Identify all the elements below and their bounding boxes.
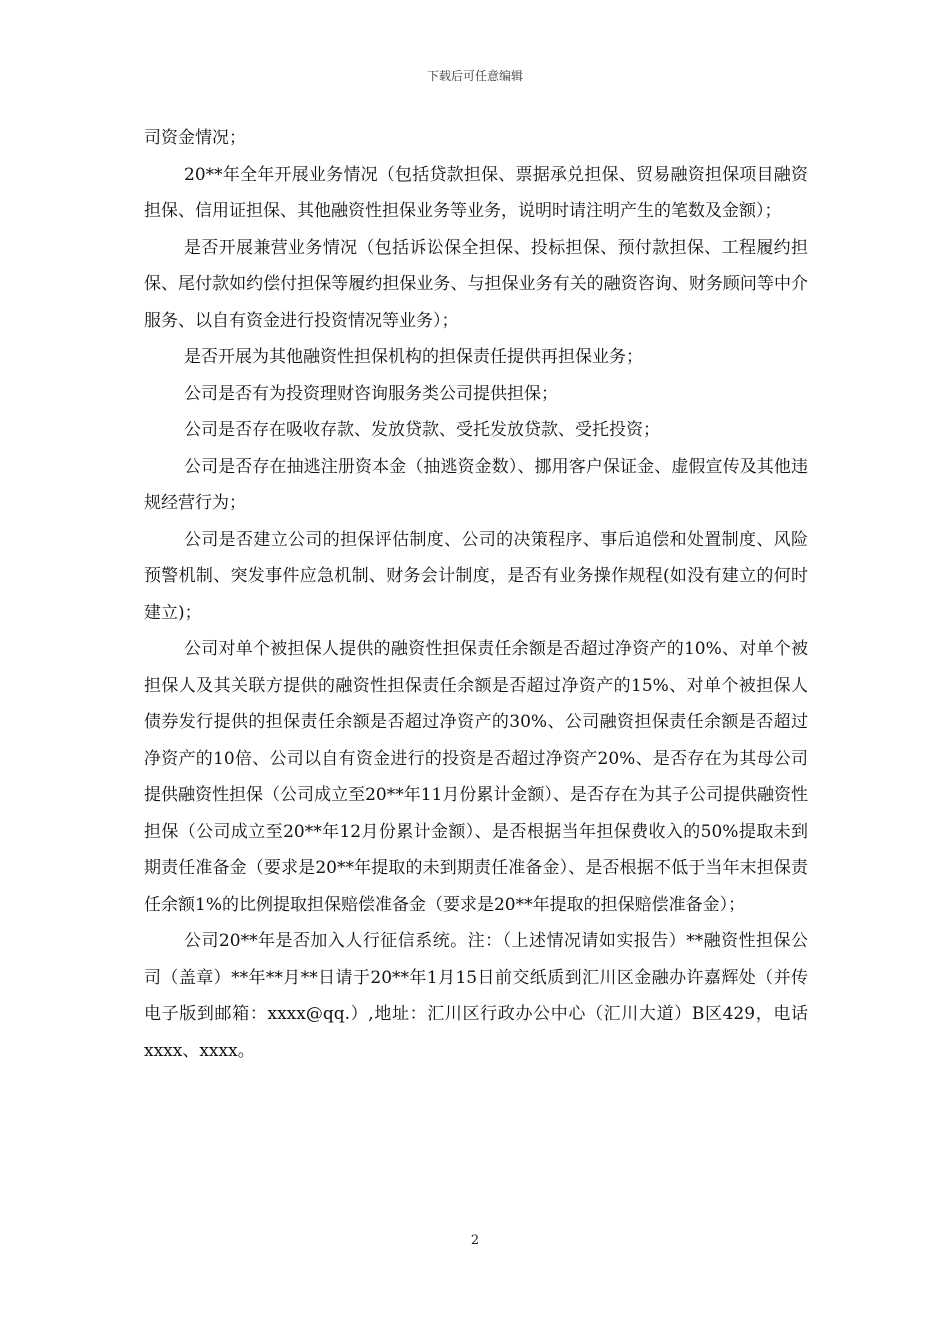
paragraph-capital-withdrawal: 公司是否存在抽逃注册资本金（抽逃资金数）、挪用客户保证金、虚假宣传及其他违规经营行为； — [144, 456, 808, 513]
paragraph-deposits: 公司是否存在吸收存款、发放贷款、受托发放贷款、受托投资； — [184, 420, 660, 440]
paragraph-annual-business: 20**年全年开展业务情况（包括贷款担保、票据承兑担保、贸易融资担保项目融资担保、信用证担保、其他融资性担保业务等业务，说明时请注明产生的笔数及金额）； — [144, 164, 808, 221]
paragraph-concurrent-business: 是否开展兼营业务情况（包括诉讼保全担保、投标担保、预付款担保、工程履约担保、尾付款如约偿付担保等履约担保业务、与担保业务有关的融资咨询、财务顾问等中介服务、以自有资金进行投资情况等业务）； — [144, 237, 808, 331]
paragraph-ratios: 公司对单个被担保人提供的融资性担保责任余额是否超过净资产的10%、对单个被担保人及其关联方提供的融资性担保责任余额是否超过净资产的15%、对单个被担保人债券发行提供的担保责任余额是否超过净资产的30%、公司融资担保责任余额是否超过净资产的10倍、公司以自有资金进行的投资是否超过净资产20%、是否存在为其母公司提供融资性担保（公司成立至20**年11月份累计金额）、是否存在为其子公司提供融资性担保（公司成立至20**年12月份累计金额）、是否根据当年担保费收入的50%提取未到期责任准备金（要求是20**年提取的未到期责任准备金）、是否根据不低于当年末担保责任余额1%的比例提取担保赔偿准备金（要求是20**年提取的担保赔偿准备金）； — [144, 639, 808, 915]
paragraph-continuation: 司资金情况； — [144, 128, 246, 148]
page-number: 2 — [470, 1233, 480, 1248]
paragraph-reguarantee: 是否开展为其他融资性担保机构的担保责任提供再担保业务； — [184, 347, 643, 367]
page-header: 下载后可任意编辑 — [426, 69, 523, 83]
document-body — [144, 120, 808, 1069]
paragraph-credit-system: 公司20**年是否加入人行征信系统。注：（上述情况请如实报告）**融资性担保公司（盖章）**年**月**日请于20**年1月15日前交纸质到汇川区金融办许嘉辉处（并传电子版到邮箱：xxxx@qq.）,地址：汇川区行政办公中心（汇川大道）B区429，电话xxxx、xxxx。 — [144, 931, 808, 1061]
paragraph-systems: 公司是否建立公司的担保评估制度、公司的决策程序、事后追偿和处置制度、风险预警机制、突发事件应急机制、财务会计制度，是否有业务操作规程(如没有建立的何时建立)； — [144, 529, 808, 623]
paragraph-investment-guarantee: 公司是否有为投资理财咨询服务类公司提供担保； — [184, 383, 558, 404]
